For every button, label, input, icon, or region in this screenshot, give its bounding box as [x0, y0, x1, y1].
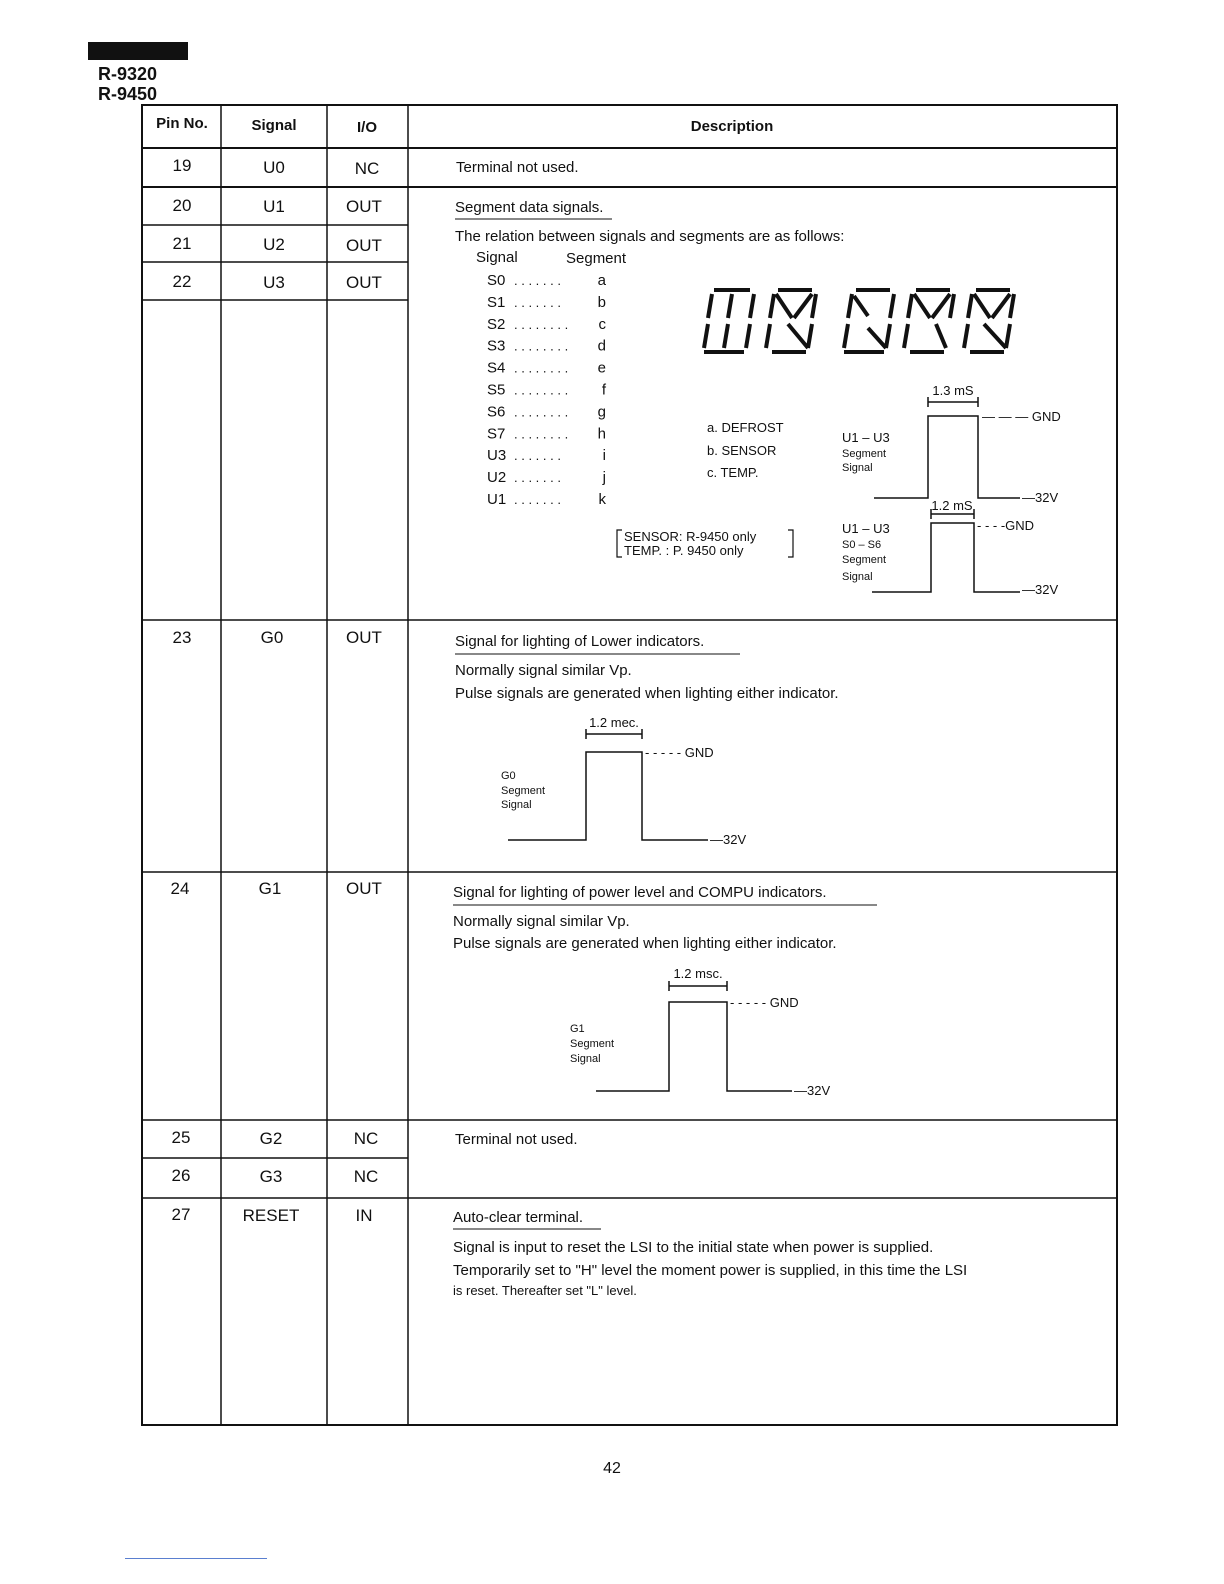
svg-text:—32V: —32V: [794, 1083, 831, 1098]
svg-text:U2: U2: [487, 469, 507, 487]
signal-map-row: [487, 425, 606, 442]
signal-map-row: [487, 491, 607, 508]
io-type: OUT: [346, 273, 382, 292]
svg-text:1.2 msc.: 1.2 msc.: [673, 966, 723, 981]
svg-text:Pulse signals are generated wh: Pulse signals are generated when lighting either indicator.: [455, 685, 839, 702]
signal-map-row: [487, 382, 607, 399]
section-title: Signal for lighting of power level and COMPU indicators.: [453, 884, 827, 901]
header-pin-no: Pin No.: [156, 115, 208, 132]
svg-text:G0: G0: [501, 770, 516, 782]
io-type: NC: [354, 159, 380, 178]
svg-text:U1 – U3: U1 – U3: [842, 521, 890, 536]
svg-text:S0 – S6: S0 – S6: [842, 539, 882, 551]
waveform-u1-u3: [842, 383, 1061, 505]
signal-name: G1: [258, 879, 282, 898]
io-type: NC: [353, 1129, 379, 1148]
svg-text:- - - - - GND: - - - - - GND: [645, 745, 714, 760]
svg-text:— — — GND: — — — GND: [982, 409, 1061, 424]
svg-text:. . . . . . . .: . . . . . . . .: [514, 316, 569, 332]
svg-text:Signal: Signal: [570, 1053, 601, 1065]
io-type: OUT: [346, 879, 382, 898]
signal-name: U3: [263, 273, 285, 292]
svg-text:e: e: [597, 359, 606, 377]
svg-text:S7: S7: [487, 425, 506, 443]
svg-text:S3: S3: [487, 337, 506, 355]
svg-text:. . . . . . . .: . . . . . . . .: [514, 360, 569, 376]
svg-text:a: a: [597, 272, 606, 289]
signal-name: RESET: [242, 1206, 300, 1225]
description-text: Terminal not used.: [456, 159, 579, 176]
waveform-u1-u3-s0-s6: [842, 498, 1058, 597]
svg-text:b: b: [597, 293, 606, 311]
pin-number: 26: [171, 1166, 191, 1185]
signal-map-row: [487, 447, 606, 464]
svg-text:S6: S6: [487, 403, 506, 421]
svg-text:h: h: [597, 425, 606, 443]
svg-text:Segment: Segment: [842, 554, 887, 566]
svg-text:- - - -GND: - - - -GND: [977, 518, 1035, 533]
svg-text:- - - - - GND: - - - - - GND: [730, 995, 799, 1010]
svg-text:Signal: Signal: [476, 249, 518, 266]
waveform-g0: [501, 715, 746, 847]
signal-name: G3: [259, 1167, 283, 1186]
svg-text:c: c: [598, 315, 606, 333]
header-signal: Signal: [251, 117, 297, 134]
svg-text:Signal is input to reset the L: Signal is input to reset the LSI to the initial state when power is supplied.: [453, 1239, 934, 1256]
svg-text:—32V: —32V: [1022, 582, 1059, 597]
svg-text:a. DEFROST: a. DEFROST: [707, 420, 784, 435]
svg-text:is reset. Thereafter set "L": is reset. Thereafter set "L" level.: [453, 1283, 637, 1298]
table-row: [173, 196, 382, 216]
footer-rule: [125, 1558, 267, 1559]
signal-name: G0: [260, 628, 284, 647]
svg-text:TEMP. : P. 9450 only: TEMP. : P. 9450 only: [624, 543, 744, 558]
svg-text:U3: U3: [487, 447, 507, 465]
svg-text:. . . . . . . .: . . . . . . . .: [514, 404, 569, 420]
io-type: OUT: [346, 236, 382, 255]
svg-text:G1: G1: [570, 1023, 585, 1035]
pin-number: 23: [172, 628, 192, 647]
svg-text:i: i: [602, 447, 606, 465]
segment-digits-illustration: [704, 290, 1014, 352]
pin-number: 19: [172, 156, 192, 175]
table-row: [172, 1205, 968, 1298]
svg-text:. . . . . . . .: . . . . . . . .: [514, 426, 569, 442]
pin-number: 24: [170, 879, 190, 898]
table-row: [171, 879, 877, 1098]
svg-text:U1: U1: [487, 491, 507, 508]
pin-number: 27: [171, 1205, 191, 1224]
signal-name: G2: [259, 1129, 283, 1148]
svg-text:S2: S2: [487, 315, 506, 333]
svg-text:d: d: [597, 337, 606, 355]
header-description: Description: [690, 118, 774, 135]
svg-text:1.2 mec.: 1.2 mec.: [589, 715, 639, 730]
svg-text:S4: S4: [487, 359, 506, 377]
svg-text:Signal: Signal: [842, 571, 873, 583]
signal-name: U2: [263, 235, 285, 254]
svg-text:1.3 mS: 1.3 mS: [932, 383, 974, 398]
signal-map-row: [487, 403, 606, 420]
svg-text:SENSOR: R-9450 only: SENSOR: R-9450 only: [624, 529, 757, 544]
pin-number: 21: [172, 234, 192, 253]
section-title: Signal for lighting of Lower indicators.: [455, 633, 705, 650]
svg-text:S0: S0: [487, 272, 506, 289]
svg-text:Pulse signals are generated wh: Pulse signals are generated when lighting either indicator.: [453, 935, 837, 952]
section-title: Auto-clear terminal.: [453, 1209, 584, 1226]
model-number-1: R-9320: [98, 64, 158, 84]
svg-text:. . . . . . .: . . . . . . .: [514, 294, 561, 310]
svg-text:k: k: [598, 491, 606, 508]
svg-text:U1 – U3: U1 – U3: [842, 430, 890, 445]
page-number: 42: [603, 1460, 621, 1477]
description-text: Terminal not used.: [455, 1131, 578, 1148]
segment-data-description: [455, 199, 1061, 597]
svg-text:Temporarily set to "H" level t: Temporarily set to "H" level the moment power is supplied, in this time the LSI: [453, 1262, 968, 1279]
svg-text:S1: S1: [487, 293, 506, 311]
svg-text:b. SENSOR: b. SENSOR: [707, 443, 777, 458]
table-row: [173, 234, 382, 255]
table-row: [172, 1166, 379, 1186]
svg-text:. . . . . . .: . . . . . . .: [514, 492, 561, 507]
table-row: [173, 272, 382, 292]
svg-text:Normally signal similar Vp.: Normally signal similar Vp.: [453, 913, 630, 930]
svg-text:. . . . . . .: . . . . . . .: [514, 448, 561, 464]
signal-map-row: [487, 469, 606, 486]
signal-map-row: [487, 272, 607, 289]
svg-text:. . . . . . .: . . . . . . .: [514, 470, 561, 486]
section-title: Segment data signals.: [455, 199, 604, 216]
svg-text:Segment: Segment: [501, 785, 546, 797]
pin-number: 20: [172, 196, 192, 215]
svg-text:Segment: Segment: [570, 1038, 615, 1050]
svg-text:1.2 mS: 1.2 mS: [931, 498, 973, 513]
table-row: [172, 1128, 578, 1148]
svg-text:S5: S5: [487, 381, 506, 399]
signal-name: U1: [263, 197, 285, 216]
io-type: OUT: [346, 197, 382, 216]
signal-segment-map: [487, 272, 607, 508]
io-type: NC: [353, 1167, 379, 1186]
svg-text:c. TEMP.: c. TEMP.: [707, 465, 759, 480]
svg-text:Segment: Segment: [566, 250, 627, 267]
svg-text:Normally signal similar Vp.: Normally signal similar Vp.: [455, 662, 632, 679]
svg-text:f: f: [601, 381, 606, 399]
svg-text:Signal: Signal: [842, 462, 873, 474]
signal-map-row: [487, 316, 607, 333]
table-row: [173, 628, 839, 847]
signal-map-row: [487, 294, 606, 311]
model-number-2: R-9450: [98, 84, 158, 104]
svg-text:—32V: —32V: [710, 832, 747, 847]
signal-name: U0: [263, 158, 285, 177]
signal-map-row: [487, 360, 606, 377]
svg-text:—32V: —32V: [1022, 490, 1059, 505]
svg-text:. . . . . . .: . . . . . . .: [514, 273, 561, 288]
table-row: [173, 156, 579, 178]
svg-text:. . . . . . . .: . . . . . . . .: [514, 382, 569, 398]
waveform-g1: [570, 966, 830, 1098]
svg-text:. . . . . . . .: . . . . . . . .: [514, 338, 569, 354]
svg-text:The relation between signals a: The relation between signals and segments are as follows:: [455, 228, 845, 245]
header-io: I/O: [356, 119, 378, 136]
pin-number: 25: [171, 1128, 191, 1147]
io-type: OUT: [346, 628, 382, 647]
svg-text:g: g: [597, 403, 606, 421]
io-type: IN: [355, 1206, 373, 1225]
svg-text:Segment: Segment: [842, 448, 887, 460]
svg-text:j: j: [602, 469, 606, 487]
svg-text:Signal: Signal: [501, 799, 532, 811]
pin-number: 22: [172, 272, 192, 291]
signal-map-row: [487, 338, 606, 355]
